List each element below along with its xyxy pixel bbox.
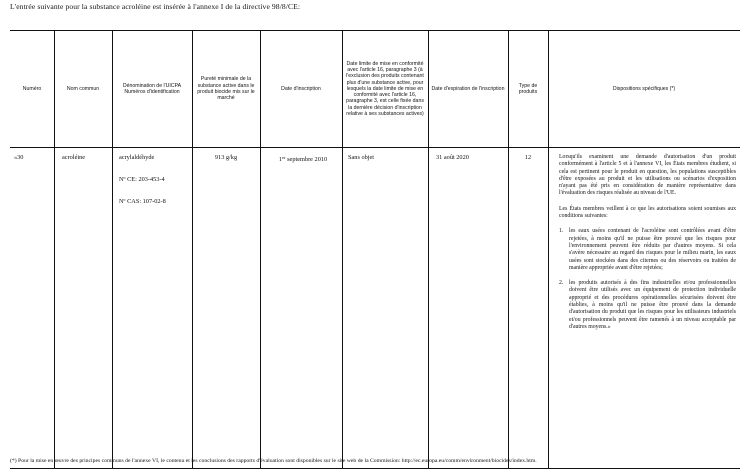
cell-date-expiration: 31 août 2020 (436, 154, 469, 161)
column-divider (548, 31, 549, 147)
column-divider (260, 148, 261, 468)
cell-denomination (112, 148, 192, 220)
column-divider (342, 31, 343, 147)
cell-type-produits: 12 (524, 154, 532, 161)
column-divider (428, 148, 429, 468)
column-divider (112, 31, 113, 147)
table-header (10, 31, 740, 148)
list-item-text: les produits autorisés à des fins industrielles et/ou professionnelles doivent être utilisés avec un équipement de protection individuelle approprié et des procédures opérationnelles sécurisées doivent être établies, à moins qu'il ne puisse être prouvé dans la demande d'autorisation du produit que les risques pour les utilisateurs industriels et/ou professionnels peuvent être ramenés à un niveau acceptable par d'autres moyens.» (569, 280, 736, 330)
column-divider (508, 148, 509, 468)
list-item-number: 2. (559, 280, 564, 287)
cas-number: Nº CAS: 107-02-8 (119, 198, 166, 205)
ce-number: Nº CE: 203-453-4 (119, 176, 165, 183)
header-date-inscription: Date d'inscription (281, 85, 321, 92)
date-day: 1 (278, 156, 283, 163)
header-denomination: Dénomination de l'UICPA Numéros d'identification (122, 82, 182, 95)
header-nom-commun: Nom commun (66, 85, 100, 92)
column-divider (112, 148, 113, 468)
list-item-number: 1. (559, 228, 564, 235)
table-row (10, 148, 740, 468)
intro-text: L'entrée suivante pour la substance acroléine est insérée à l'annexe I de la directive 98/8/CE: (10, 2, 301, 11)
column-divider (428, 31, 429, 147)
header-purete: Pureté minimale de la substance active dans le produit biocide mis sur le marché (197, 76, 255, 102)
cell-date-limite: Sans objet (348, 154, 375, 161)
cell-date-inscription (260, 148, 342, 164)
dispositions-paragraph-1: Lorsqu'ils examinent une demande d'autorisation d'un produit conformément à l'article 5 et à l'annexe VI, les États membres étudient, si cela est pertinent pour le produit en question, les populations susceptibles d'être exposées au produit et les utilisations ou scénarios d'exposition n'ayant pas été pris en considération de manière représentative dans l'évaluation des risques réalisée au niveau de l'UE. (559, 154, 736, 197)
annex-table (10, 30, 740, 469)
list-item-text: les eaux usées contenant de l'acroléine sont contrôlées avant d'être rejetées, à moins qu'il ne puisse être prouvé que les risques pour l'environnement peuvent être réduits par d'autres moyens. Si cela s'avère nécessaire au regard des risques pour le milieu marin, les eaux usées sont stockées dans des citernes ou des réservoirs ou traitées de manière appropriée avant d'être rejetées; (569, 228, 736, 271)
column-divider (192, 31, 193, 147)
list-item (559, 280, 736, 331)
cell-nom-commun: acroléine (62, 154, 86, 161)
iupac-name: acrylaldéhyde (119, 154, 155, 161)
date-rest: septembre 2010 (285, 156, 328, 163)
conditions-list (559, 228, 736, 331)
cell-purete: 913 g/kg (214, 154, 238, 161)
cell-dispositions (548, 148, 740, 339)
footnote: (*) Pour la mise en œuvre des principes communs de l'annexe VI, le contenu et les conclusions des rapports d'évaluation sont disponibles sur le site web de la Commission: http://ec.europa.eu/comm/environment/biocides/index.htm. (10, 458, 537, 464)
column-divider (54, 31, 55, 147)
column-divider (54, 148, 55, 468)
header-dispositions: Dispositions spécifiques (*) (612, 85, 676, 92)
header-date-expiration: Date d'expiration de l'inscription (431, 85, 505, 92)
date-superscript: er (282, 155, 286, 160)
dispositions-paragraph-2: Les États membres veillent à ce que les autorisations soient soumises aux conditions suivantes: (559, 205, 736, 220)
column-divider (508, 31, 509, 147)
header-type-produits: Type de produits (518, 82, 538, 95)
list-item (559, 228, 736, 272)
header-numero: Numéro (22, 85, 42, 92)
header-date-limite: Date limite de mise en conformité avec l'article 16, paragraphe 3 (à l'exclusion des produits contenant plus d'une substance active, pour lesquels la date limite de mise en conformité avec l'article 16, paragraphe 3, est celle fixée dans la dernière décision d'inscription relative à ses substances actives) (346, 60, 424, 118)
column-divider (192, 148, 193, 468)
column-divider (548, 148, 549, 468)
column-divider (260, 31, 261, 147)
cell-numero: «30 (14, 154, 24, 161)
column-divider (342, 148, 343, 468)
